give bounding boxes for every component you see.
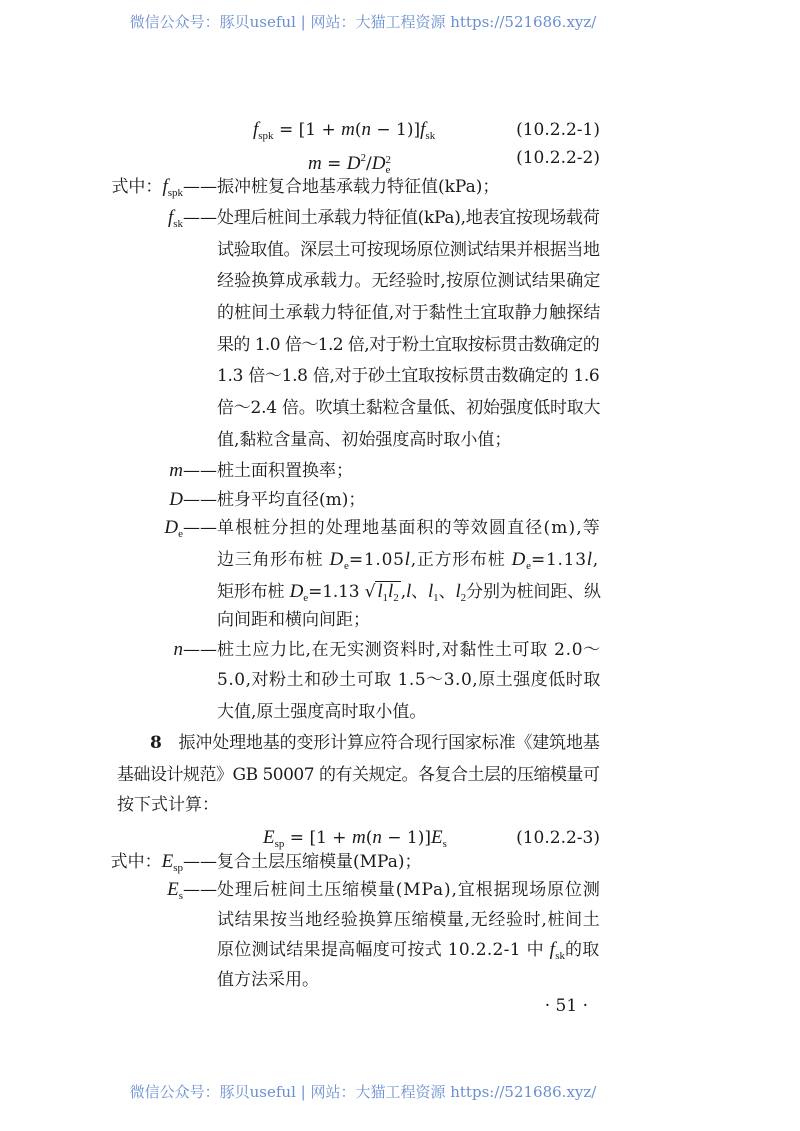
text-run: 式中： (110, 852, 162, 872)
variable-symbol: m (341, 119, 355, 140)
variable-symbol: D (346, 153, 361, 174)
text-run: 按下式计算： (117, 795, 219, 815)
text-line (217, 458, 353, 484)
page-number: · 51 · (544, 996, 588, 1016)
math-variable (162, 176, 183, 197)
variable-symbol: n (173, 639, 183, 660)
text-run: / (366, 154, 372, 174)
variable-symbol: m (351, 827, 366, 848)
variable-symbol: m (169, 460, 183, 481)
header-watermark: 微信公众号：豚贝useful | 网站：大猫工程资源 https://521686.xyz/ (129, 13, 597, 31)
text-run: =1.13 (308, 582, 365, 602)
text-run: 基础设计规范》GB 50007 的有关规定。各复合土层的压缩模量可 (117, 765, 600, 785)
math-variable (174, 639, 184, 660)
variable-symbol: E (167, 879, 179, 900)
text-run: 振冲桩复合地基承载力特征值(kPa)； (217, 177, 500, 197)
text-run: 1.3 倍～1.8 倍,对于砂土宜取按标贯击数确定的 1.6 (217, 366, 600, 386)
equation-number: (10.2.2-1) (516, 120, 600, 140)
definition-term (174, 637, 218, 663)
text-line (217, 967, 319, 993)
math-variable (352, 827, 366, 848)
math-variable (169, 489, 183, 510)
math-variable (168, 207, 183, 228)
text-run: − 1)] (371, 120, 421, 140)
square-root (365, 581, 401, 602)
text-run: 向间距和横向间距； (217, 610, 370, 630)
text-line (217, 579, 601, 605)
math-variable (377, 581, 388, 602)
text-run: 处理后桩间土承载力特征值(kPa),地表宜按现场载荷 (217, 208, 600, 228)
radical-sign: √ (364, 582, 376, 602)
definition-term (169, 458, 217, 484)
text-run: 、 (411, 582, 428, 602)
math-variable (512, 549, 531, 570)
math-variable (253, 119, 274, 140)
text-line (117, 762, 599, 788)
math-variable (167, 879, 183, 900)
text-run: 处理后桩间土压缩模量(MPa),宜根据现场原位测 (217, 880, 601, 900)
variable-symbol: D (289, 581, 304, 602)
math-variable (362, 119, 372, 140)
math-variable (431, 827, 447, 848)
text-line (217, 699, 426, 725)
variable-symbol: l (404, 549, 411, 570)
text-run: 值方法采用。 (217, 970, 319, 990)
text-run: 矩形布桩 (217, 582, 290, 602)
text-line (150, 730, 600, 756)
subscript: e (344, 560, 349, 572)
text-run: = [1 + (273, 120, 342, 140)
math-variable (341, 119, 355, 140)
math-variable (347, 153, 366, 174)
subscript: sk (555, 950, 565, 962)
text-run: 试验取值。深层土可按现场原位测试结果并根据当地 (217, 240, 600, 260)
math-variable (550, 939, 565, 960)
text-line (217, 637, 601, 663)
text-line (217, 937, 600, 963)
subscript: sp (274, 838, 285, 850)
text-line (217, 607, 370, 633)
definition-term (169, 487, 217, 513)
text-run: —— (183, 208, 217, 228)
sub-superscript (386, 155, 392, 175)
text-line (217, 332, 599, 358)
text-line (217, 487, 365, 513)
math-variable (169, 460, 183, 481)
definition-term (167, 877, 217, 903)
subscript: 1 (433, 592, 439, 604)
text-run: 桩身平均直径(m)； (217, 490, 366, 510)
text-run: 复合土层压缩模量(MPa)； (217, 852, 422, 872)
superscript: 2 (360, 152, 367, 164)
text-line (217, 907, 601, 933)
variable-symbol: f (162, 176, 168, 197)
variable-symbol: D (164, 517, 179, 538)
equation (253, 117, 435, 143)
text-run: 原位测试结果提高幅度可按式 10.2.2-1 中 (217, 940, 550, 960)
text-run: =1.13 (531, 550, 587, 570)
text-run: 的取 (564, 940, 600, 960)
text-run: ( (354, 120, 362, 140)
text-run: − 1)] (381, 828, 431, 848)
text-run: 试结果按当地经验换算压缩模量,无经验时,桩间土 (217, 910, 601, 930)
variable-symbol: l (455, 581, 461, 602)
subscript: e (303, 592, 309, 604)
subscript: sk (425, 130, 436, 142)
variable-symbol: f (420, 119, 426, 140)
text-run: —— (183, 880, 217, 900)
subscript: sp (173, 862, 183, 874)
subscript: 1 (382, 592, 389, 604)
math-variable (263, 827, 284, 848)
text-run: 桩土面积置换率； (217, 461, 353, 481)
text-line (117, 792, 219, 818)
text-run: 边三角形布桩 (217, 550, 330, 570)
definition-term (164, 515, 217, 541)
text-run: 单根桩分担的处理地基面积的等效圆直径(m),等 (217, 518, 601, 538)
variable-symbol: m (308, 153, 322, 174)
variable-symbol: l (427, 581, 434, 602)
variable-symbol: f (549, 939, 556, 960)
math-variable (290, 581, 308, 602)
text-run: —— (183, 852, 217, 872)
subscript: sk (173, 218, 183, 230)
text-run: ( (365, 828, 373, 848)
superscript: 2 (385, 153, 391, 166)
text-line (217, 268, 601, 294)
subscript: 2 (460, 592, 467, 604)
text-run: 振冲处理地基的变形计算应符合现行国家标准《建筑地基 (161, 733, 600, 753)
text-run: 式中： (111, 177, 163, 197)
variable-symbol: E (263, 827, 275, 848)
math-variable (428, 581, 439, 602)
text-run: 倍～2.4 倍。吹填土黏粒含量低、初始强度低时取大 (217, 398, 601, 418)
equation-number: (10.2.2-2) (516, 148, 600, 168)
subscript: 2 (393, 592, 399, 604)
text-run: 值,黏粒含量高、初始强度高时取小值； (217, 430, 512, 450)
math-variable (388, 581, 399, 602)
text-line (217, 427, 511, 453)
text-run: , (592, 550, 599, 570)
text-line (217, 205, 600, 231)
variable-symbol: l (377, 581, 383, 602)
text-run: ,正方形布桩 (410, 550, 512, 570)
text-run: —— (183, 177, 217, 197)
text-run: 的桩间土承载力特征值,对于黏性土宜取静力触探结 (217, 303, 601, 323)
variable-symbol: l (388, 581, 394, 602)
equation-number: (10.2.2-3) (516, 828, 600, 848)
text-line (217, 877, 601, 903)
text-run: =1.05 (348, 550, 405, 570)
text-run: 分别为桩间距、纵 (466, 582, 601, 602)
text-run: —— (183, 640, 217, 660)
text-run: 、 (438, 582, 456, 602)
subscript: spk (167, 187, 183, 199)
subscript: s (442, 838, 447, 850)
equation (263, 825, 447, 851)
variable-symbol: E (430, 827, 443, 848)
text-run: = (321, 154, 347, 174)
text-run: = [1 + (284, 828, 352, 848)
variable-symbol: D (169, 489, 183, 510)
text-run: —— (183, 490, 217, 510)
math-variable (308, 153, 322, 174)
text-line (217, 515, 601, 541)
text-line (217, 547, 599, 573)
text-run: 大值,原土强度高时取小值。 (217, 702, 427, 722)
text-line (217, 363, 599, 389)
text-run: 5.0,对粉土和砂土可取 1.5～3.0,原土强度低时取 (217, 670, 601, 690)
subscript: s (178, 890, 183, 902)
variable-symbol: f (167, 207, 174, 228)
text-run: 桩土应力比,在无实测资料时,对黏性土可取 2.0～ (217, 640, 601, 660)
math-variable (330, 549, 349, 570)
math-variable (372, 153, 391, 174)
subscript: e (526, 560, 531, 572)
footer-watermark: 微信公众号：豚贝useful | 网站：大猫工程资源 https://521686.xyz/ (129, 1083, 597, 1101)
math-variable (420, 119, 435, 140)
variable-symbol: f (253, 119, 259, 140)
text-line (217, 395, 600, 421)
variable-symbol: D (329, 549, 345, 570)
text-run: , (400, 582, 406, 602)
subscript: e (178, 528, 183, 540)
math-variable (164, 517, 183, 538)
variable-symbol: n (372, 827, 382, 848)
equation (308, 145, 391, 176)
variable-symbol: E (161, 851, 174, 872)
math-variable (372, 827, 382, 848)
text-run: 经验换算成承载力。无经验时,按原位测试结果确定 (217, 271, 601, 291)
radicand (375, 581, 400, 602)
text-run: 果的 1.0 倍～1.2 倍,对于粉土宜取按标贯击数确定的 (217, 335, 600, 355)
variable-symbol: D (511, 549, 527, 570)
math-variable (162, 851, 183, 872)
text-line (217, 237, 600, 263)
variable-symbol: l (586, 549, 593, 570)
variable-symbol: D (371, 153, 386, 174)
subscript: spk (258, 130, 274, 142)
definition-term (168, 205, 217, 231)
math-variable (455, 581, 466, 602)
text-line (217, 174, 499, 200)
subscript: e (385, 163, 391, 176)
text-run: —— (183, 461, 217, 481)
section-number: 8 (150, 733, 162, 753)
definition-term (111, 174, 217, 200)
text-line (217, 849, 421, 875)
variable-symbol: n (361, 119, 371, 140)
definition-term (111, 849, 217, 875)
variable-symbol: l (405, 581, 412, 602)
text-line (217, 667, 601, 693)
text-run: —— (183, 518, 217, 538)
text-line (217, 300, 601, 326)
